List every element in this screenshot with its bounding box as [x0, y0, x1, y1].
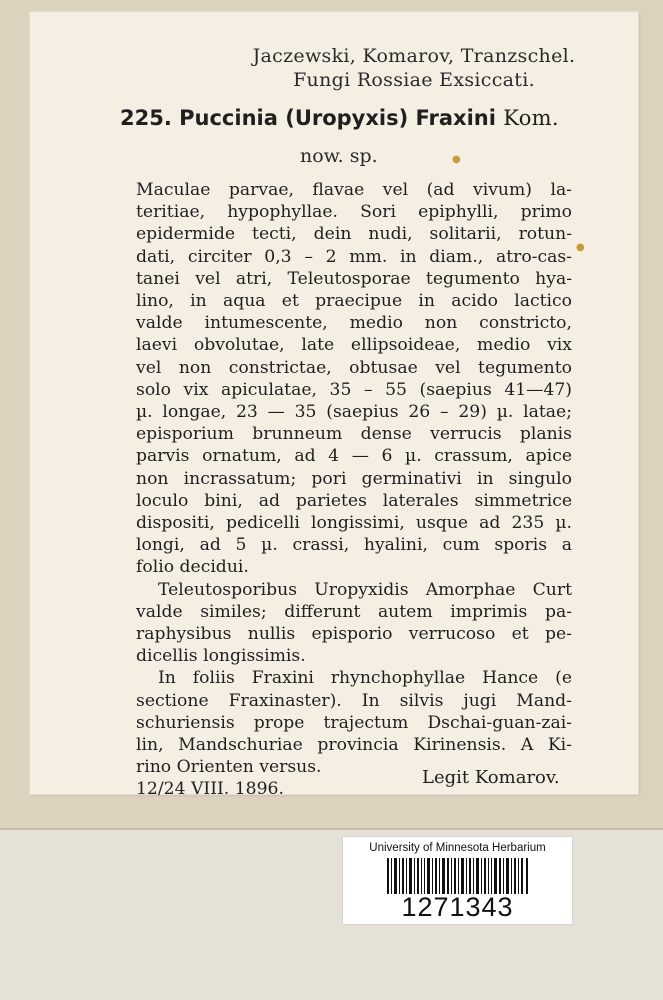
text-line: episporium brunneum dense verrucis planis	[136, 424, 572, 445]
ink-dot: ●	[576, 242, 585, 253]
text-line: laevi obvolutae, late ellipsoideae, medio vix	[136, 335, 572, 356]
text-line: sectione Fraxinaster). In silvis jugi Mand-	[136, 690, 572, 711]
specimen-number: 225.	[120, 106, 172, 130]
text-line: solo vix apiculatae, 35 – 55 (saepius 41—47)	[136, 379, 572, 400]
text-line: loculo bini, ad parietes laterales simmetrice	[136, 490, 572, 511]
text-line: rino Orienten versus.	[136, 757, 322, 778]
text-line: Maculae parvae, flavae vel (ad vivum) la-	[136, 180, 572, 200]
text-line: In foliis Fraxini rhynchophyllae Hance (e	[158, 668, 572, 689]
comparison-paragraph	[136, 579, 572, 668]
text-line: parvis ornatum, ad 4 — 6 µ. crassum, apice	[136, 446, 572, 467]
genus-name: Puccinia	[179, 106, 278, 130]
collector-name: Legit Komarov.	[422, 767, 560, 788]
text-line: lino, in aqua et praecipue in acido lactico	[136, 291, 572, 312]
description-paragraph	[136, 179, 572, 579]
text-line: lin, Mandschuriae provincia Kirinensis. A Ki-	[136, 735, 572, 756]
species-title	[120, 106, 640, 130]
text-line: vel non constrictae, obtusae vel tegumento	[136, 357, 572, 378]
herbarium-institution: University of Minnesota Herbarium	[369, 842, 546, 854]
text-line: valde similes; differunt autem imprimis pa-	[136, 601, 572, 622]
subgenus-name: (Uropyxis)	[285, 106, 409, 130]
specimen-label	[30, 12, 638, 800]
label-body	[136, 179, 572, 801]
text-line: teritiae, hypophyllae. Sori epiphylli, primo	[136, 202, 572, 223]
text-line: schuriensis prope trajectum Dschai-guan-zai-	[136, 712, 572, 733]
text-line: dispositi, pedicelli longissimi, usque ad 235 µ.	[136, 513, 572, 534]
catalog-number: 1271343	[401, 892, 514, 922]
habitat-paragraph	[136, 667, 572, 778]
text-line: µ. longae, 23 — 35 (saepius 26 – 29) µ. latae;	[136, 402, 572, 423]
ink-dot: ●	[452, 154, 461, 165]
herbarium-barcode-label	[342, 836, 573, 925]
species-name: Fraxini	[415, 106, 496, 130]
text-line: folio decidui.	[136, 557, 249, 578]
text-line: longi, ad 5 µ. crassi, hyalini, cum sporis a	[136, 535, 572, 556]
text-line: raphysibus nullis episporio verrucoso et pe-	[136, 624, 572, 645]
text-line: Teleutosporibus Uropyxidis Amorphae Curt	[158, 579, 572, 600]
barcode-icon	[387, 858, 528, 894]
text-line: non incrassatum; pori germinativi in singulo	[136, 468, 572, 489]
text-line: valde intumescente, medio non constricto,	[136, 313, 572, 334]
species-status: now. sp.	[300, 145, 378, 167]
text-line: tanei vel atri, Teleutosporae tegumento hya-	[136, 268, 572, 289]
text-line: dati, circiter 0,3 – 2 mm. in diam., atro-cas-	[136, 246, 572, 267]
collection-date: 12/24 VIII. 1896.	[136, 779, 284, 800]
text-line: dicellis longissimis.	[136, 646, 306, 667]
text-line: epidermide tecti, dein nudi, solitarii, rotun-	[136, 224, 572, 245]
author-abbreviation: Kom.	[503, 106, 559, 130]
label-series: Fungi Rossiae Exsiccati.	[293, 69, 535, 91]
label-authors: Jaczewski, Komarov, Tranzschel.	[252, 45, 576, 67]
